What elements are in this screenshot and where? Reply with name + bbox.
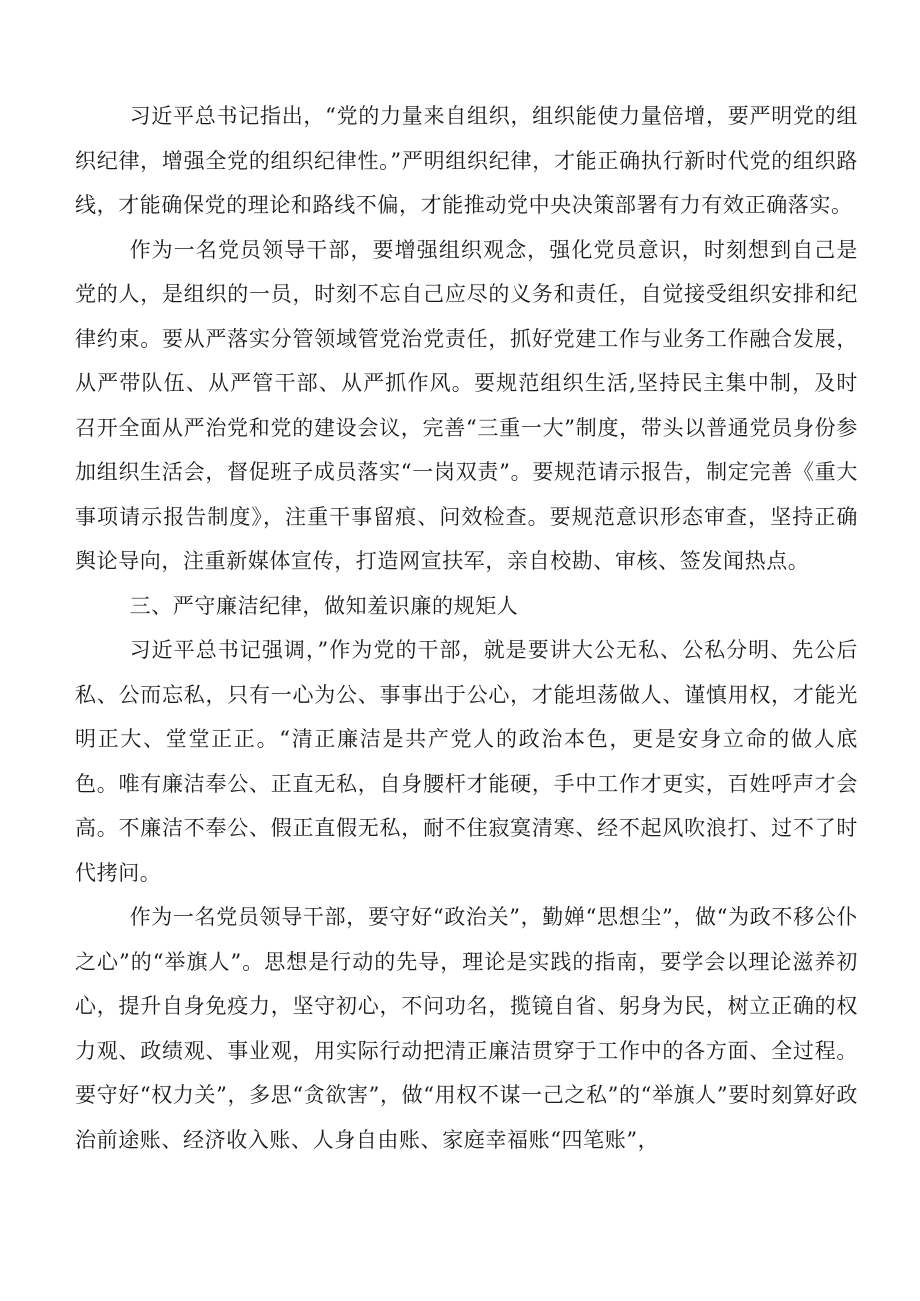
section-heading-integrity: 三、严守廉洁纪律，做知羞识廉的规矩人 [129, 593, 519, 618]
paragraph-integrity-duty: 作为一名党员领导干部，要守好“政治关”，勤婵“思想尘”，做“为政不移公仆之心”的“举旗人”。思想是行动的先导，理论是实践的指南，要学会以理论滋养初心，提升自身免疫力，坚守初心，不问功名，揽镜自省、躬身为民，树立正确的权力观、政绩观、事业观，用实际行动把清正廉洁贯穿于工作中的各方面、全过程。要守好“权力关”，多思“贪欲害”，做“用权不谋一己之私”的“举旗人”要时刻算好政治前途账、经济收入账、人身自由账、家庭幸福账“四笔账”， [75, 905, 858, 1152]
paragraph-organization-quote: 习近平总书记指出，“党的力量来自组织，组织能使力量倍增，要严明党的组织纪律，增强全党的组织纪律性。”严明组织纪律，才能正确执行新时代党的组织路线，才能确保党的理论和路线不偏，才能推动党中央决策部署有力有效正确落实。 [75, 104, 858, 217]
paragraph-organization-duty: 作为一名党员领导干部，要增强组织观念，强化党员意识，时刻想到自己是党的人，是组织的一员，时刻不忘自己应尽的义务和责任，自觉接受组织安排和纪律约束。要从严落实分管领域管党治党责任，抓好党建工作与业务工作融合发展，从严带队伍、从严管干部、从严抓作风。要规范组织生活,坚持民主集中制，及时召开全面从严治党和党的建设会议，完善“三重一大”制度，带头以普通党员身份参加组织生活会，督促班子成员落实“一岗双责”。要规范请示报告，制定完善《重大事项请示报告制度》，注重干事留痕、问效检查。要规范意识形态审查，坚持正确舆论导向，注重新媒体宣传，打造网宣扶军，亲自校勘、审核、签发闻热点。 [75, 237, 858, 573]
paragraph-integrity-quote: 习近平总书记强调，”作为党的干部，就是要讲大公无私、公私分明、先公后私、公而忘私，只有一心为公、事事出于公心，才能坦荡做人、谨慎用权，才能光明正大、堂堂正正。“清正廉洁是共产党人的政治本色，更是安身立命的做人底色。唯有廉洁奉公、正直无私，自身腰杆才能硬，手中工作才更实，百姓呼声才会高。不廉洁不奉公、假正直假无私，耐不住寂寞清寒、经不起风吹浪打、过不了时代拷问。 [75, 638, 858, 885]
